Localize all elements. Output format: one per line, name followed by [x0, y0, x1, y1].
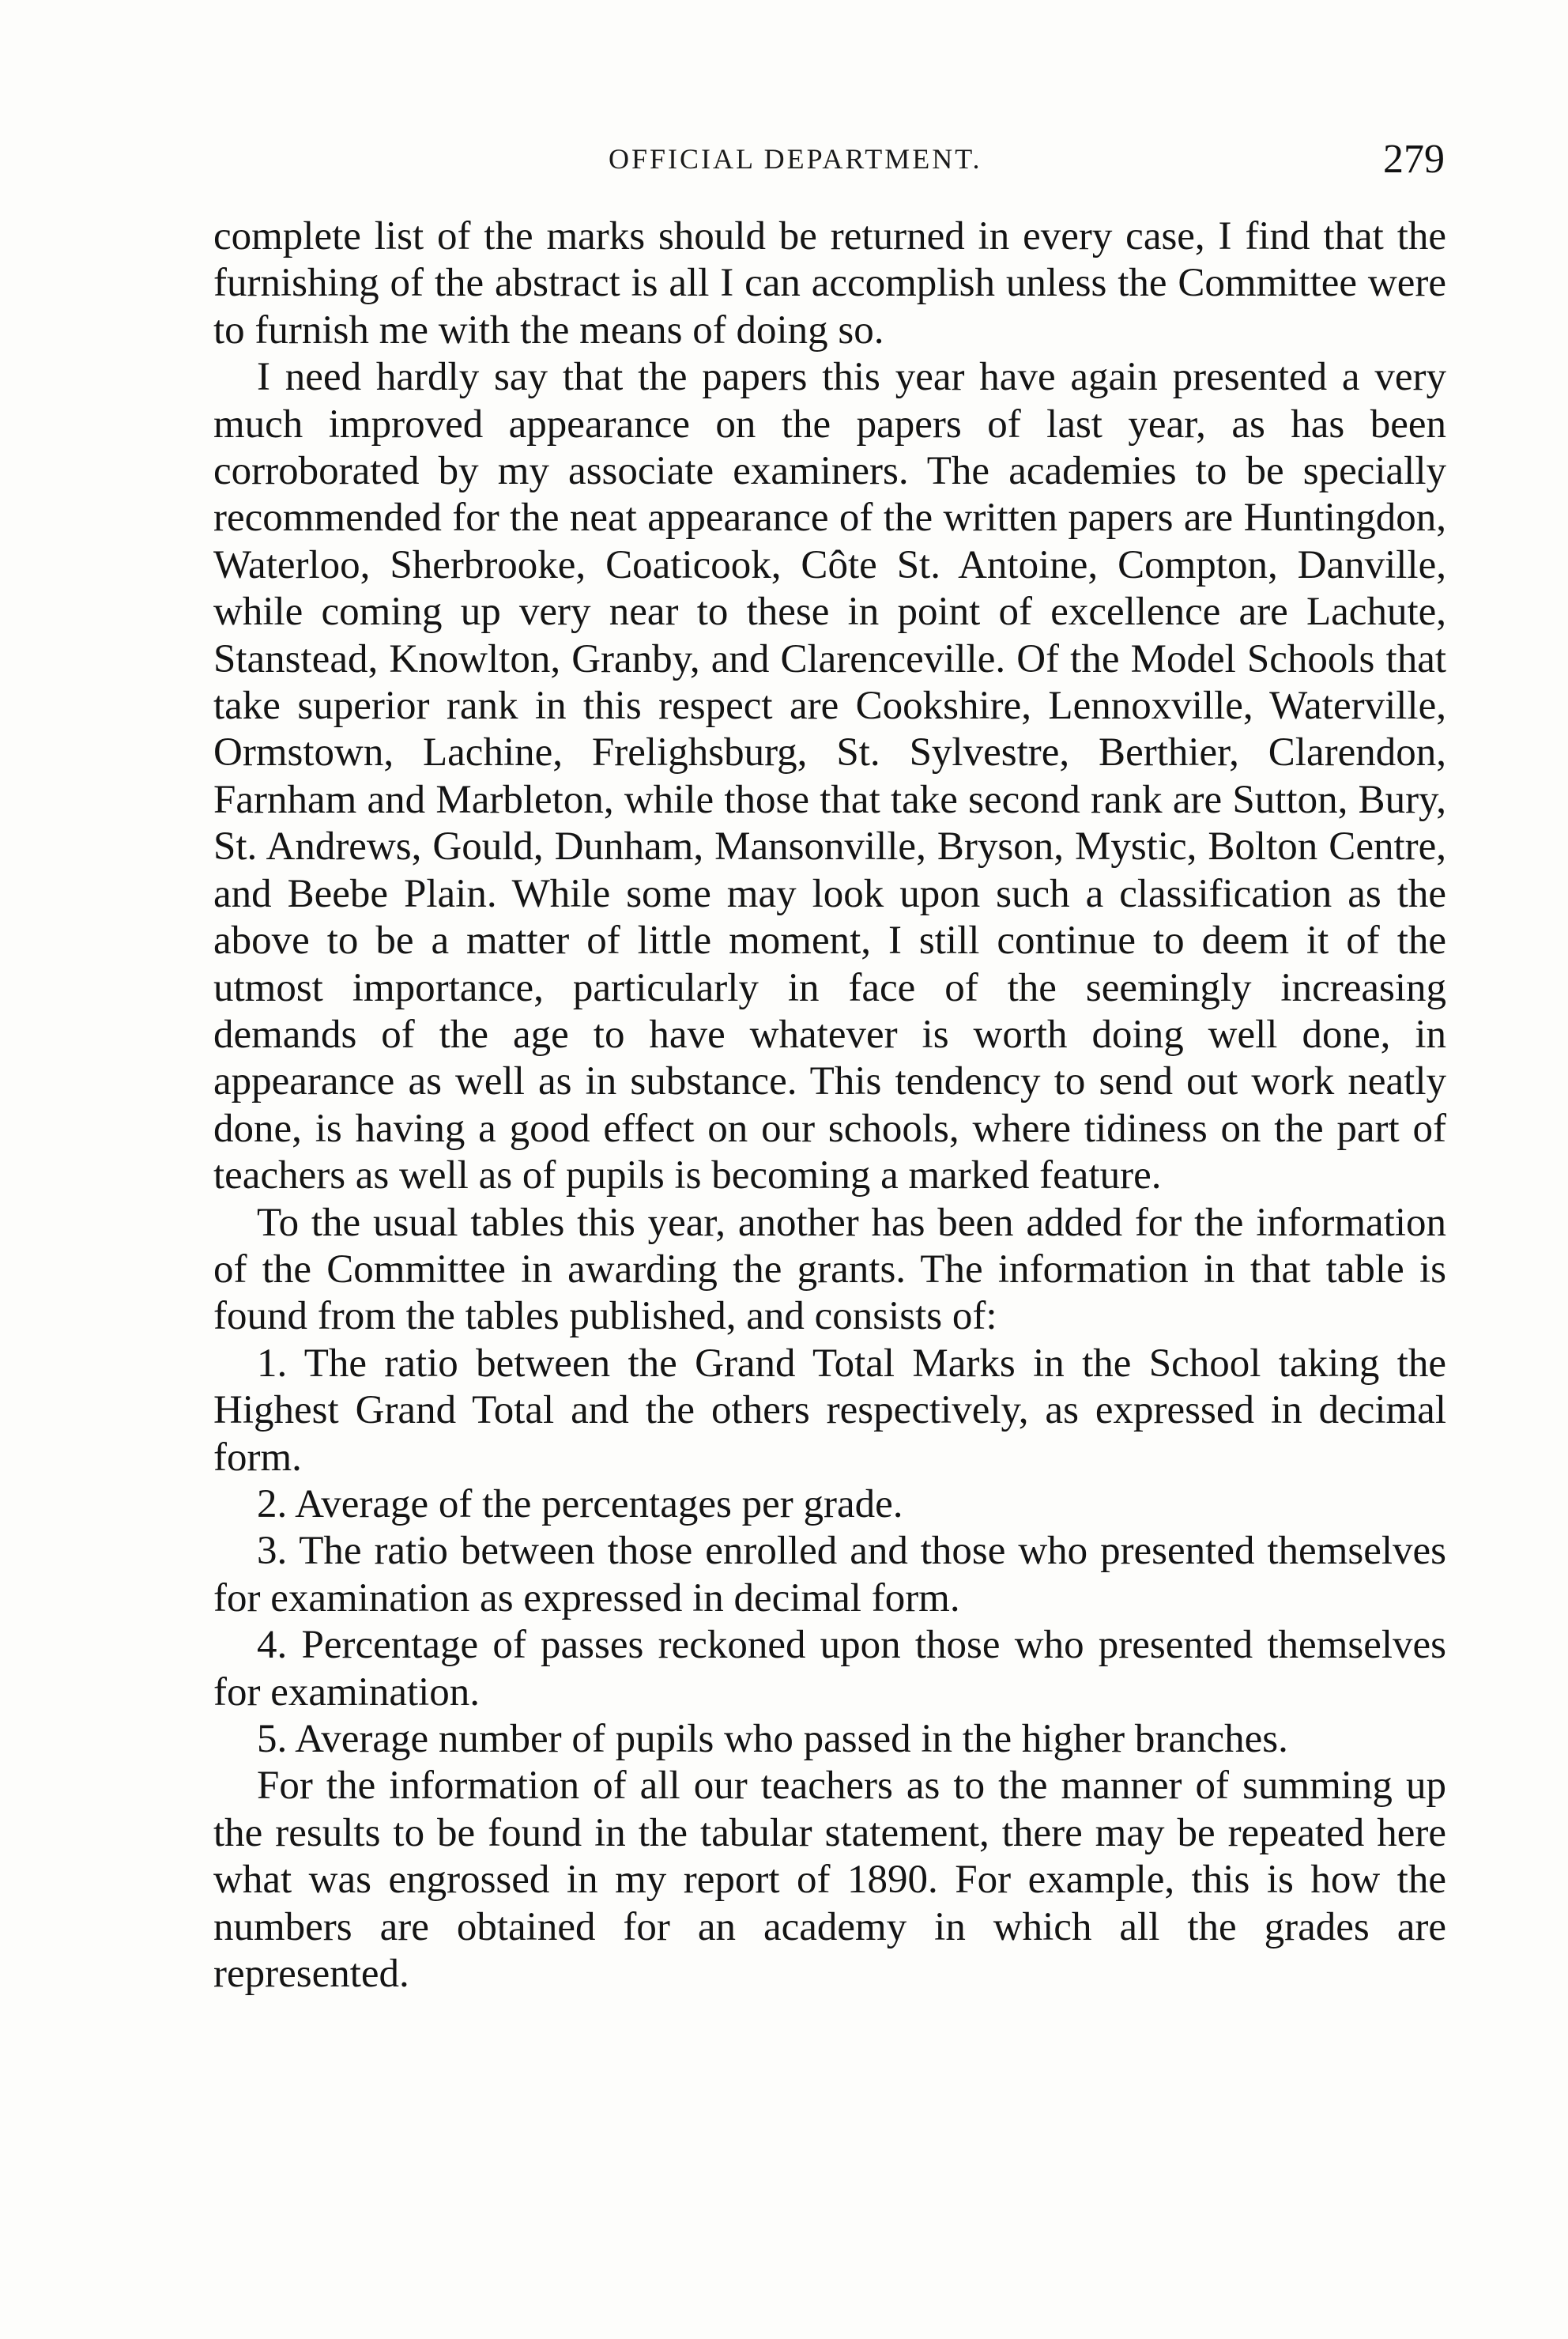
running-title: OFFICIAL DEPARTMENT. [609, 143, 982, 175]
list-item-1: 1. The ratio between the Grand Total Marks in the School taking the Highest Grand Total and the others respectively, as expressed in decimal form. [213, 1341, 1446, 1480]
list-item-4: 4. Percentage of passes reckoned upon those who presented themselves for examination. [213, 1623, 1446, 1715]
page-header [213, 136, 1446, 183]
page-number: 279 [1383, 137, 1445, 182]
paragraph-appearance: I need hardly say that the papers this year have again presented a very much improved appearance on the papers of last year, as has been corroborated by my associate examiners. The academies to be specially recommended for the neat appearance of the written papers are Huntingdon, Waterloo, Sherbrooke, Coaticook, Côte St. Antoine, Compton, Danville, while coming up very near to these in point of excellence are Lachute, Stanstead, Knowlton, Granby, and Clarenceville. Of the Model Schools that take superior rank in this respect are Cookshire, Lennoxville, Waterville, Ormstown, Lachine, Frelighsburg, St. Sylvestre, Berthier, Clarendon, Farnham and Marbleton, while those that take second rank are Sutton, Bury, St. Andrews, Gould, Dunham, Mansonville, Bryson, Mystic, Bolton Centre, and Beebe Plain. While some may look upon such a classification as the above to be a matter of little moment, I still continue to deem it of the utmost importance, particularly in face of the seemingly increasing demands of the age to have whatever is worth doing well done, in appearance as well as in substance. This tendency to send out work neatly done, is having a good effect on our schools, where tidiness on the part of teachers as well as of pupils is becoming a marked feature. [213, 355, 1446, 1198]
paragraph-tables: To the usual tables this year, another has been added for the information of the Committee in awarding the grants. The information in that table is found from the tables published, and consists of: [213, 1200, 1446, 1339]
list-item-5: 5. Average number of pupils who passed in the higher branches. [257, 1717, 1288, 1761]
body-text [213, 213, 1446, 1998]
paragraph-summing: For the information of all our teachers as to the manner of summing up the results to be found in the tabular statement, there may be repeated here what was engrossed in my report of 1890. For example, this is how the numbers are obtained for an academy in which all the grades are represented. [213, 1764, 1446, 1997]
list-item-2: 2. Average of the percentages per grade. [257, 1481, 903, 1526]
paragraph-continuation: complete list of the marks should be returned in every case, I find that the furnishing of the abstract is all I can accomplish unless the Committee were to furnish me with the means of doing so. [213, 214, 1446, 353]
list-item-3: 3. The ratio between those enrolled and those who presented themselves for examination as expressed in decimal form. [213, 1529, 1446, 1620]
